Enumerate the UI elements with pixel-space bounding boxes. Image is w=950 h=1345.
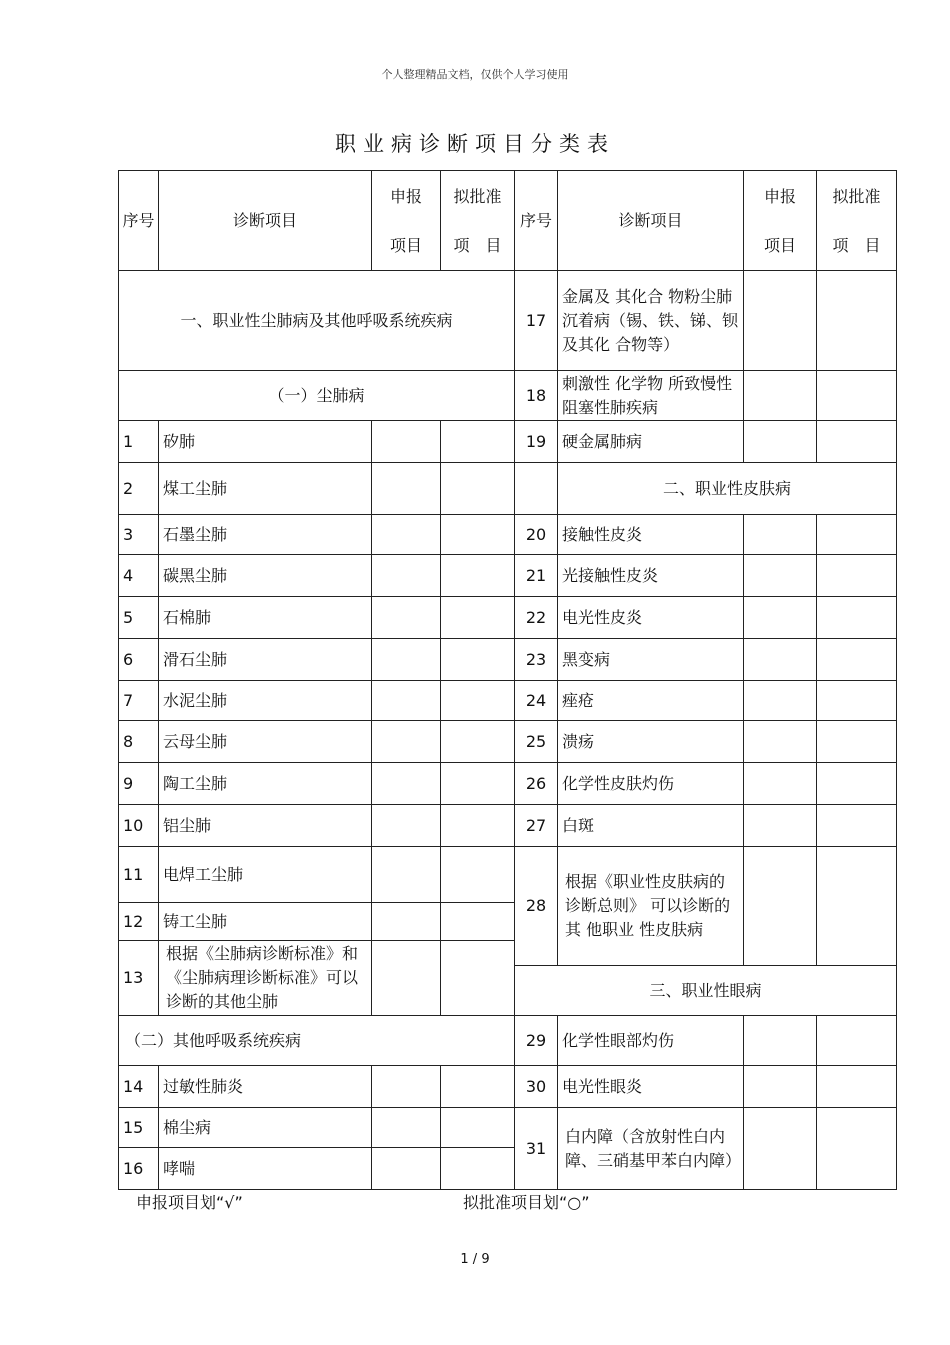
report-check-cell[interactable] [372,597,441,639]
row-item: 刺激性 化学物 所致慢性阻塞性肺疾病 [558,371,744,421]
section-heading-1: 一、职业性尘肺病及其他呼吸系统疾病 [119,271,515,371]
row-number: 28 [515,847,558,966]
report-check-cell[interactable] [744,555,817,597]
row-item: 云母尘肺 [159,721,372,763]
report-check-cell[interactable] [372,1148,441,1190]
report-check-cell[interactable] [372,805,441,847]
row-number: 10 [119,805,159,847]
row-item: 煤工尘肺 [159,463,372,515]
table-header-row [119,171,897,271]
report-check-cell[interactable] [372,463,441,515]
row-item: 水泥尘肺 [159,681,372,721]
table-row [119,555,897,597]
approve-check-cell[interactable] [817,421,897,463]
row-item: 金属及 其化合 物粉尘肺沉着病（锡、铁、锑、钡 及其化 合物等） [558,271,744,371]
approve-mark-instruction: 拟批准项目划“○” [463,1193,590,1212]
row-number: 19 [515,421,558,463]
row-number: 27 [515,805,558,847]
report-check-cell[interactable] [372,421,441,463]
row-number: 24 [515,681,558,721]
row-number: 25 [515,721,558,763]
report-check-cell[interactable] [372,515,441,555]
row-item: 陶工尘肺 [159,763,372,805]
report-check-cell[interactable] [744,515,817,555]
col-header-seq: 序号 [119,171,159,271]
row-item: 哮喘 [159,1148,372,1190]
row-number: 16 [119,1148,159,1190]
col-header-item-right: 诊断项目 [558,171,744,271]
report-check-cell[interactable] [372,681,441,721]
row-item: 白斑 [558,805,744,847]
approve-check-cell[interactable] [441,763,515,805]
approve-check-cell[interactable] [817,555,897,597]
table-row [119,271,897,371]
report-check-cell[interactable] [744,639,817,681]
row-number: 23 [515,639,558,681]
row-item: 化学性皮肤灼伤 [558,763,744,805]
page-title: 职业病诊断项目分类表 [335,132,615,156]
table-row [119,763,897,805]
header-note: 个人整理精品文档，仅供个人学习使用 [381,68,569,81]
report-check-cell[interactable] [744,847,817,966]
table-row [119,1108,897,1148]
row-item: 矽肺 [159,421,372,463]
report-check-cell[interactable] [744,371,817,421]
row-item: 溃疡 [558,721,744,763]
row-number: 22 [515,597,558,639]
row-number: 8 [119,721,159,763]
report-check-cell[interactable] [372,1108,441,1148]
row-item: 石棉肺 [159,597,372,639]
approve-check-cell[interactable] [441,721,515,763]
row-number: 14 [119,1066,159,1108]
table-row [119,639,897,681]
approve-check-cell[interactable] [817,1066,897,1108]
approve-check-cell[interactable] [441,555,515,597]
page-number: 1 / 9 [460,1252,490,1267]
row-item: 电光性眼炎 [558,1066,744,1108]
row-number: 1 [119,421,159,463]
approve-check-cell[interactable] [441,515,515,555]
report-check-cell[interactable] [744,271,817,371]
report-check-cell[interactable] [744,1066,817,1108]
row-item: 电焊工尘肺 [159,847,372,903]
approve-check-cell[interactable] [817,721,897,763]
report-check-cell[interactable] [372,847,441,903]
table-row [119,805,897,847]
approve-check-cell[interactable] [441,463,515,515]
report-check-cell[interactable] [744,421,817,463]
report-check-cell[interactable] [372,639,441,681]
row-number: 2 [119,463,159,515]
row-item: 根据《职业性皮肤病的诊断总则》 可以诊断的其 他职业 性皮肤病 [558,847,744,966]
row-item: 根据《尘肺病诊断标准》和《尘肺病理诊断标准》可以诊断的其他尘肺 [159,941,372,1016]
approve-check-cell[interactable] [817,847,897,966]
table-row [119,371,897,421]
table-row [119,597,897,639]
report-check-cell[interactable] [744,721,817,763]
row-number: 18 [515,371,558,421]
approve-check-cell[interactable] [817,515,897,555]
report-check-cell[interactable] [372,555,441,597]
col-header-approve-right: 拟批准 项 目 [817,171,897,271]
row-item: 棉尘病 [159,1108,372,1148]
row-item: 白内障（含放射性白内障、三硝基甲苯白内障） [558,1108,744,1190]
approve-check-cell[interactable] [817,1108,897,1190]
row-number: 26 [515,763,558,805]
row-item: 化学性眼部灼伤 [558,1016,744,1066]
row-number: 11 [119,847,159,903]
table-row [119,721,897,763]
table-row [119,1066,897,1108]
report-mark-instruction: 申报项目划“√” [136,1193,243,1212]
row-item: 接触性皮炎 [558,515,744,555]
approve-check-cell[interactable] [817,371,897,421]
section-heading-1b: （二）其他呼吸系统疾病 [119,1016,515,1066]
row-item: 痤疮 [558,681,744,721]
approve-check-cell[interactable] [817,763,897,805]
table-row [119,463,897,515]
table-row [119,847,897,903]
row-number: 3 [119,515,159,555]
approve-check-cell[interactable] [441,421,515,463]
approve-check-cell[interactable] [817,597,897,639]
row-item: 滑石尘肺 [159,639,372,681]
report-check-cell[interactable] [744,1016,817,1066]
row-number: 4 [119,555,159,597]
report-check-cell[interactable] [372,1066,441,1108]
approve-check-cell[interactable] [441,1108,515,1148]
table-row [119,681,897,721]
report-check-cell[interactable] [744,763,817,805]
col-header-report: 申报 项目 [372,171,441,271]
table-row [119,515,897,555]
row-item: 铸工尘肺 [159,903,372,941]
approve-check-cell[interactable] [441,805,515,847]
row-item: 光接触性皮炎 [558,555,744,597]
approve-check-cell[interactable] [817,805,897,847]
row-number: 30 [515,1066,558,1108]
row-number: 12 [119,903,159,941]
report-check-cell[interactable] [744,681,817,721]
row-number: 7 [119,681,159,721]
report-check-cell[interactable] [744,805,817,847]
report-check-cell[interactable] [744,597,817,639]
approve-check-cell[interactable] [441,681,515,721]
row-item: 电光性皮炎 [558,597,744,639]
row-number: 15 [119,1108,159,1148]
row-item: 铝尘肺 [159,805,372,847]
report-check-cell[interactable] [372,763,441,805]
row-number: 21 [515,555,558,597]
approve-check-cell[interactable] [817,639,897,681]
table-row [119,421,897,463]
approve-check-cell[interactable] [817,1016,897,1066]
row-number: 29 [515,1016,558,1066]
empty-cell [515,463,558,515]
report-check-cell[interactable] [372,941,441,1016]
row-number: 5 [119,597,159,639]
approve-check-cell[interactable] [441,1148,515,1190]
row-number: 31 [515,1108,558,1190]
approve-check-cell[interactable] [441,1066,515,1108]
row-item: 黑变病 [558,639,744,681]
report-check-cell[interactable] [744,1108,817,1190]
table-row [119,1016,897,1066]
row-item: 碳黑尘肺 [159,555,372,597]
section-heading-1a: （一）尘肺病 [119,371,515,421]
row-number: 9 [119,763,159,805]
row-number: 20 [515,515,558,555]
section-heading-2: 二、职业性皮肤病 [558,463,897,515]
approve-check-cell[interactable] [441,639,515,681]
report-check-cell[interactable] [372,721,441,763]
col-header-approve: 拟批准 项 目 [441,171,515,271]
approve-check-cell[interactable] [441,903,515,941]
section-heading-3: 三、职业性眼病 [515,966,897,1016]
col-header-report-right: 申报 项目 [744,171,817,271]
approve-check-cell[interactable] [441,597,515,639]
row-item: 过敏性肺炎 [159,1066,372,1108]
row-number: 6 [119,639,159,681]
row-item: 硬金属肺病 [558,421,744,463]
row-item: 石墨尘肺 [159,515,372,555]
col-header-seq-right: 序号 [515,171,558,271]
approve-check-cell[interactable] [817,681,897,721]
row-number: 17 [515,271,558,371]
approve-check-cell[interactable] [441,847,515,903]
col-header-item: 诊断项目 [159,171,372,271]
approve-check-cell[interactable] [441,941,515,1016]
row-number: 13 [119,941,159,1016]
report-check-cell[interactable] [372,903,441,941]
approve-check-cell[interactable] [817,271,897,371]
diagnosis-table [118,170,897,1190]
